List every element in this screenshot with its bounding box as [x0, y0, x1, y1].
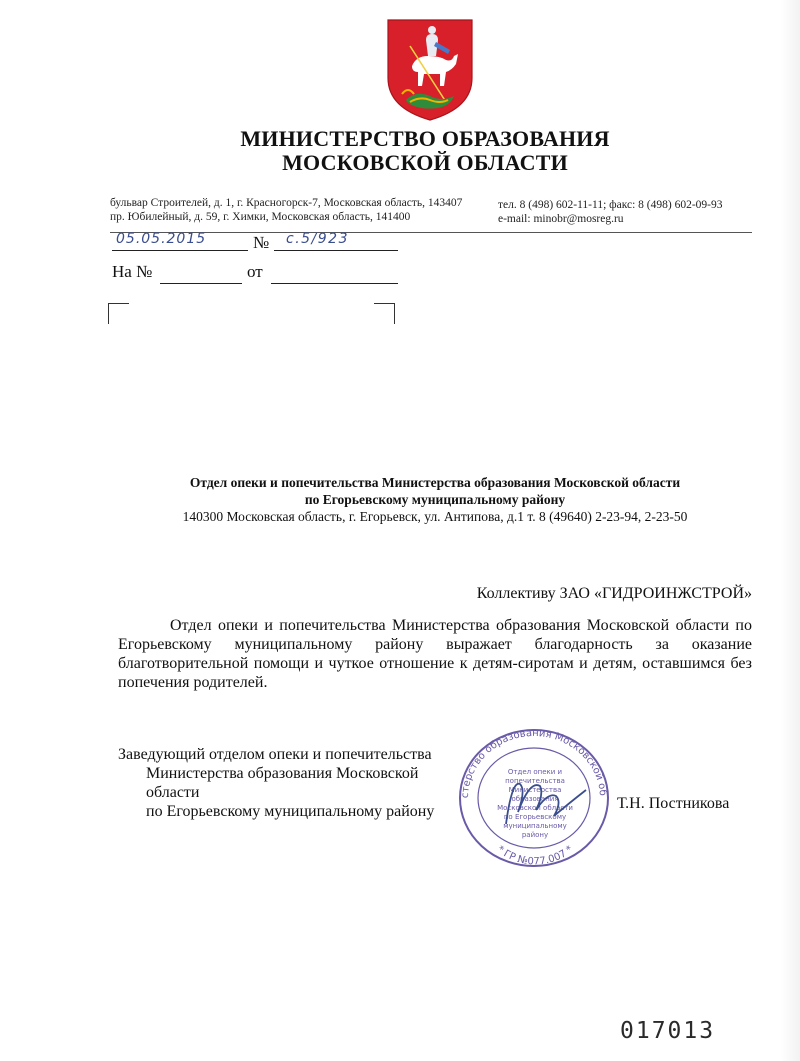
registration-number-label: №: [253, 233, 270, 252]
signer-title-line3: по Егорьевскому муниципальному району: [146, 803, 435, 820]
in-reply-number-blank: [160, 265, 242, 284]
department-name-line1: Отдел опеки и попечительства Министерства образования Московской области: [189, 475, 681, 490]
document-serial-number: 017013: [620, 1018, 716, 1044]
ministry-title: [180, 127, 670, 175]
ministry-title-line1: МИНИСТЕРСТВО ОБРАЗОВАНИЯ: [240, 126, 610, 151]
address-line-2: пр. Юбилейный, д. 59, г. Химки, Московская область, 141400: [110, 211, 411, 223]
signer-title-line2: Министерства образования Московской области: [146, 765, 419, 801]
letter-body: Отдел опеки и попечительства Министерства образования Московской области по Егорьевскому муниципальному району выражает благодарность за оказание благотворительной помощи и чуткое отношение к детям-сиротам и детям, оставшимся без попечения родителей.: [118, 617, 752, 691]
from-label: от: [247, 262, 263, 281]
ministry-addresses: [110, 196, 490, 224]
registration-number: с.5/923: [274, 231, 398, 251]
addressee: Коллективу ЗАО «ГИДРОИНЖСТРОЙ»: [476, 585, 752, 602]
stamp-outer-text: стерство образования Московской об: [459, 727, 609, 799]
email: e-mail: minobr@mosreg.ru: [498, 213, 624, 225]
phone-fax: тел. 8 (498) 602-11-11; факс: 8 (498) 602-09-93: [498, 199, 723, 211]
signer-title: [118, 745, 458, 821]
department-address: 140300 Московская область, г. Егорьевск, ул. Антипова, д.1 т. 8 (49640) 2-23-94, 2-23-50: [182, 509, 688, 524]
in-reply-label: На №: [112, 262, 153, 281]
department-name-line2: по Егорьевскому муниципальному району: [304, 492, 566, 507]
coat-of-arms-emblem: [380, 16, 480, 122]
sender-department-block: [150, 474, 720, 525]
ministry-title-line2: МОСКОВСКОЙ ОБЛАСТИ: [282, 150, 568, 175]
address-block-corner-left: [108, 303, 129, 324]
signer-title-line1: Заведующий отделом опеки и попечительства: [118, 746, 432, 763]
address-line-1: бульвар Строителей, д. 1, г. Красногорск-7, Московская область, 143407: [110, 197, 463, 209]
from-date-blank: [271, 265, 398, 284]
address-block-corner-right: [374, 303, 395, 324]
stamp-inner-text: Отдел опеки и попечительства Министерства образования Московской области по Егорьевскому муниципальному району: [497, 768, 573, 839]
registration-date: 05.05.2015: [112, 231, 248, 251]
scan-edge-shadow: [780, 0, 800, 1061]
ministry-contacts: [498, 198, 778, 226]
official-stamp: [448, 720, 618, 870]
stamp-bottom-text: * ГР №077.007 *: [494, 843, 576, 868]
signer-name: Т.Н. Постникова: [617, 795, 730, 812]
